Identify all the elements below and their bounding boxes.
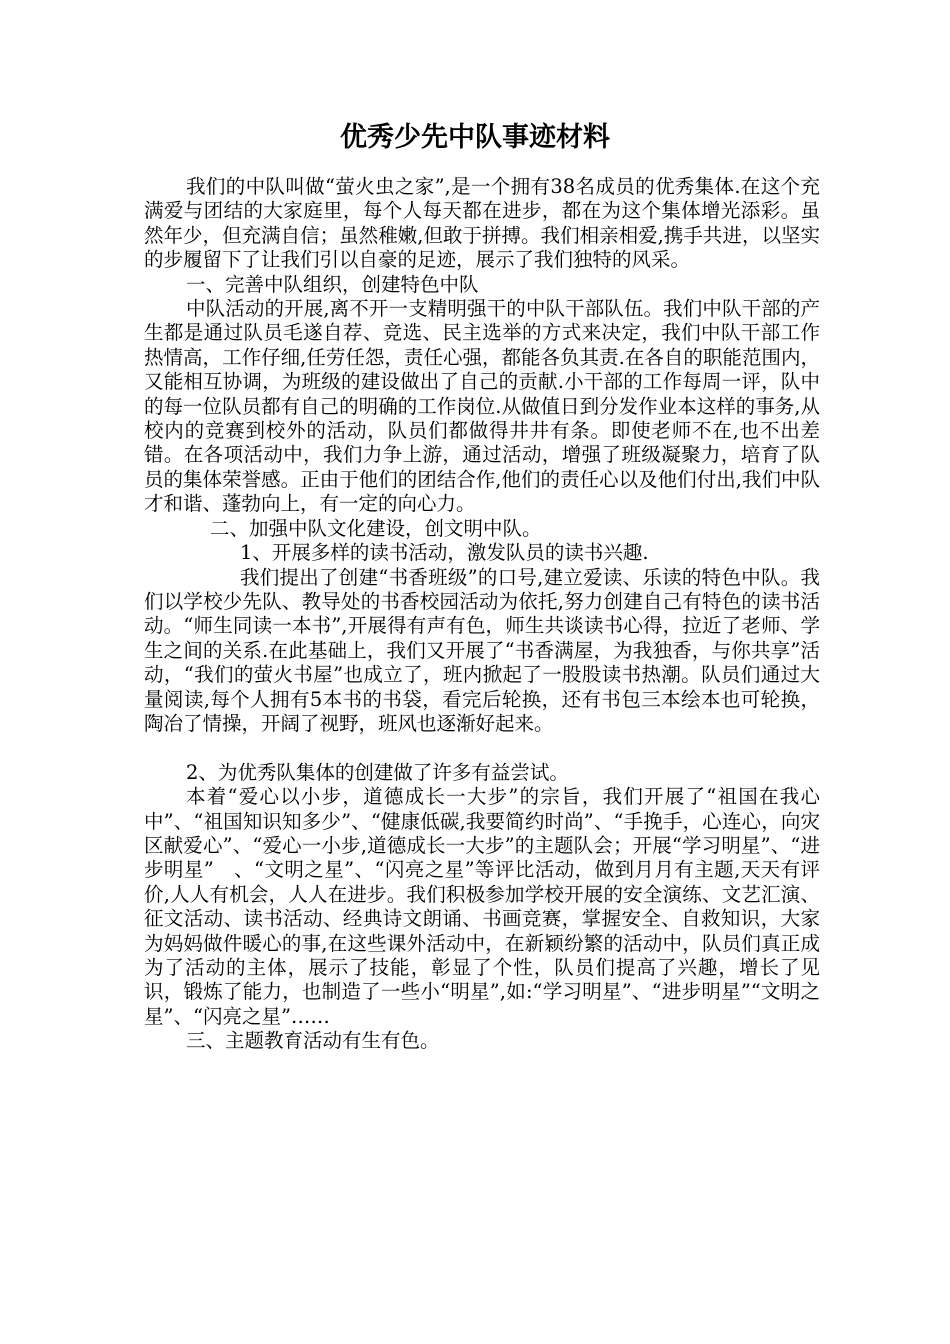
- paragraph-section-1: 中队活动的开展,离不开一支精明强干的中队干部队伍。我们中队干部的产生都是通过队员毛遂自荐、竞选、民主选举的方式来决定，我们中队干部工作热情高，工作仔细,任劳任怨，责任心强，都能各负其责.在各自的职能范围内，又能相互协调，为班级的建设做出了自己的贡献.小干部的工作每周一评，队中的每一位队员都有自己的明确的工作岗位.从做值日到分发作业本这样的事务,从校内的竞赛到校外的活动，队员们都做得井井有条。即使老师不在,也不出差错。在各项活动中，我们力争上游，通过活动，增强了班级凝聚力，培育了队员的集体荣誉感。正由于他们的团结合作,他们的责任心以及他们付出,我们中队才和谐、蓬勃向上，有一定的向心力。: [144, 297, 820, 516]
- document-title: 优秀少先中队事迹材料: [340, 122, 610, 153]
- section-heading-2: 二、加强中队文化建设，创文明中队。: [210, 516, 542, 540]
- subsection-heading-2-2: 2、为优秀队集体的创建做了许多有益尝试。: [186, 760, 569, 784]
- paragraph-collective-activities: 本着“爱心以小步，道德成长一大步”的宗旨，我们开展了“祖国在我心中”、“祖国知识知多少”、“健康低碳,我要简约时尚”、“手挽手，心连心，向灾区献爱心”、“爱心一小步,道德成长一大步”的主题队会；开展“学习明星”、“进步明星” 、“文明之星”、“闪亮之星”等评比活动，做到月月有主题,天天有评价,人人有机会，人人在进步。我们积极参加学校开展的安全演练、文艺汇演、征文活动、读书活动、经典诗文朗诵、书画竞赛，掌握安全、自救知识，大家为妈妈做件暖心的事,在这些课外活动中，在新颖纷繁的活动中，队员们真正成为了活动的主体，展示了技能，彰显了个性，队员们提高了兴趣，增长了见识，锻炼了能力，也制造了一些小“明星”,如:“学习明星”、“进步明星”“文明之星”、“闪亮之星”……: [144, 785, 820, 1028]
- blank-line: [144, 736, 820, 760]
- paragraph-reading-activities: 我们提出了创建“书香班级”的口号,建立爱读、乐读的特色中队。我们以学校少先队、教导处的书香校园活动为依托,努力创建自己有特色的读书活动。“师生同读一本书”,开展得有声有色，师生共谈读书心得，拉近了老师、学生之间的关系.在此基础上，我们又开展了“书香满屋，为我独香，与你共享”活动，“我们的萤火书屋”也成立了，班内掀起了一股股读书热潮。队员们通过大量阅读,每个人拥有5本书的书袋，看完后轮换，还有书包三本绘本也可轮换，陶冶了情操，开阔了视野，班风也逐渐好起来。: [144, 565, 820, 735]
- paragraph-intro: 我们的中队叫做“萤火虫之家”,是一个拥有38名成员的优秀集体.在这个充满爱与团结的大家庭里，每个人每天都在进步，都在为这个集体增光添彩。虽然年少，但充满自信；虽然稚嫩,但敢于拼搏。我们相亲相爱,携手共进，以坚实的步履留下了让我们引以自豪的足迹，展示了我们独特的风采。: [144, 175, 820, 272]
- document-body: [144, 175, 820, 1054]
- subsection-heading-2-1: 1、开展多样的读书活动，激发队员的读书兴趣.: [240, 541, 649, 565]
- section-heading-1: 一、完善中队组织，创建特色中队: [186, 272, 479, 296]
- section-heading-3: 三、主题教育活动有生有色。: [186, 1029, 440, 1053]
